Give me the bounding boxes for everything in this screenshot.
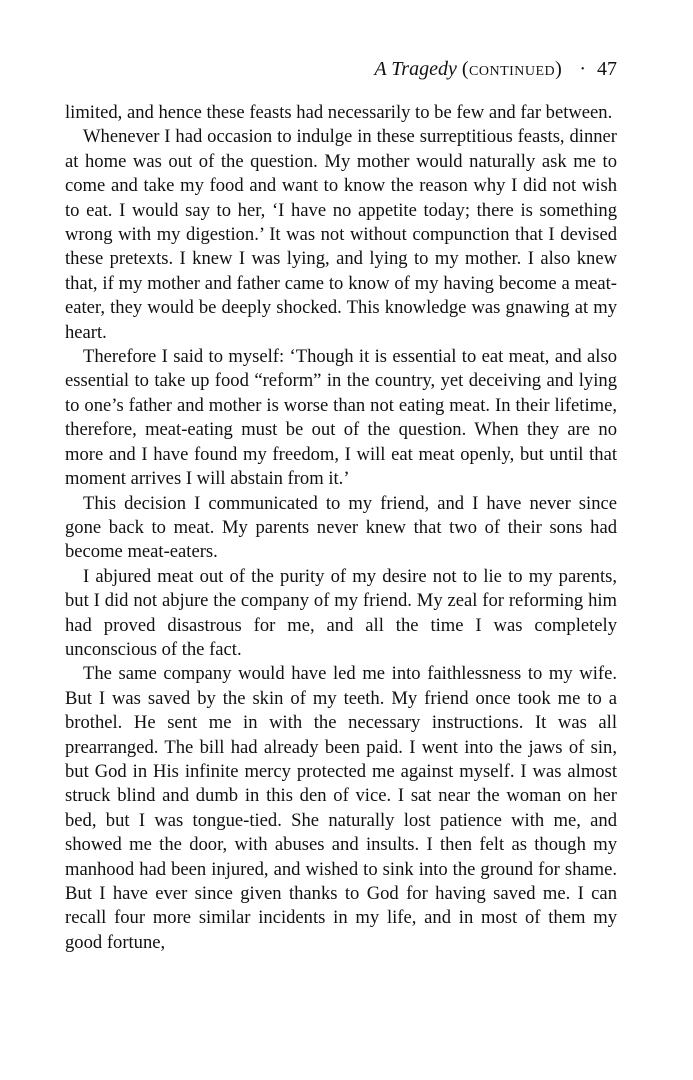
paragraph: This decision I communicated to my friend, and I have never since gone back to meat. My parents never knew that two of their sons had become meat-eaters. [65, 492, 617, 563]
body-text [65, 101, 617, 955]
page-number: 47 [597, 58, 617, 80]
chapter-title: A Tragedy [374, 58, 457, 80]
continued-label: (continued) [461, 58, 563, 80]
running-head [65, 56, 617, 82]
paragraph: The same company would have led me into faithlessness to my wife. But I was saved by the skin of my teeth. My friend once took me to a brothel. He sent me in with the necessary instructions. It was all prearranged. The bill had already been paid. I went into the jaws of sin, but God in His infinite mercy protected me against myself. I was almost struck blind and dumb in this den of vice. I sat near the woman on her bed, but I was tongue-tied. She naturally lost patience with me, and showed me the door, with abuses and insults. I then felt as though my manhood had been injured, and wished to sink into the ground for shame. But I have ever since given thanks to God for having saved me. I can recall four more similar incidents in my life, and in most of them my good fortune, [65, 663, 617, 953]
book-page [65, 56, 617, 955]
running-head-separator: · [579, 58, 586, 80]
paragraph: I abjured meat out of the purity of my desire not to lie to my parents, but I did not abjure the company of my friend. My zeal for reforming him had proved disastrous for me, and all the time I was completely unconscious of the fact. [65, 565, 617, 660]
paragraph: Therefore I said to myself: ‘Though it is essential to eat meat, and also essential to take up food “reform” in the country, yet deceiving and lying to one’s father and mother is worse than not eating meat. In their lifetime, therefore, meat-eating must be out of the question. When they are no more and I have found my freedom, I will eat meat openly, but until that moment arrives I will abstain from it.’ [65, 346, 617, 490]
paragraph: Whenever I had occasion to indulge in these surreptitious feasts, dinner at home was out of the question. My mother would naturally ask me to come and take my food and want to know the reason why I did not wish to eat. I would say to her, ‘I have no appetite today; there is something wrong with my digestion.’ It was not without compunction that I devised these pretexts. I knew I was lying, and lying to my mother. I also knew that, if my mother and father came to know of my having become a meat-eater, they would be deeply shocked. This knowledge was gnawing at my heart. [65, 126, 617, 343]
paragraph-continued: limited, and hence these feasts had necessarily to be few and far between. [65, 102, 613, 123]
